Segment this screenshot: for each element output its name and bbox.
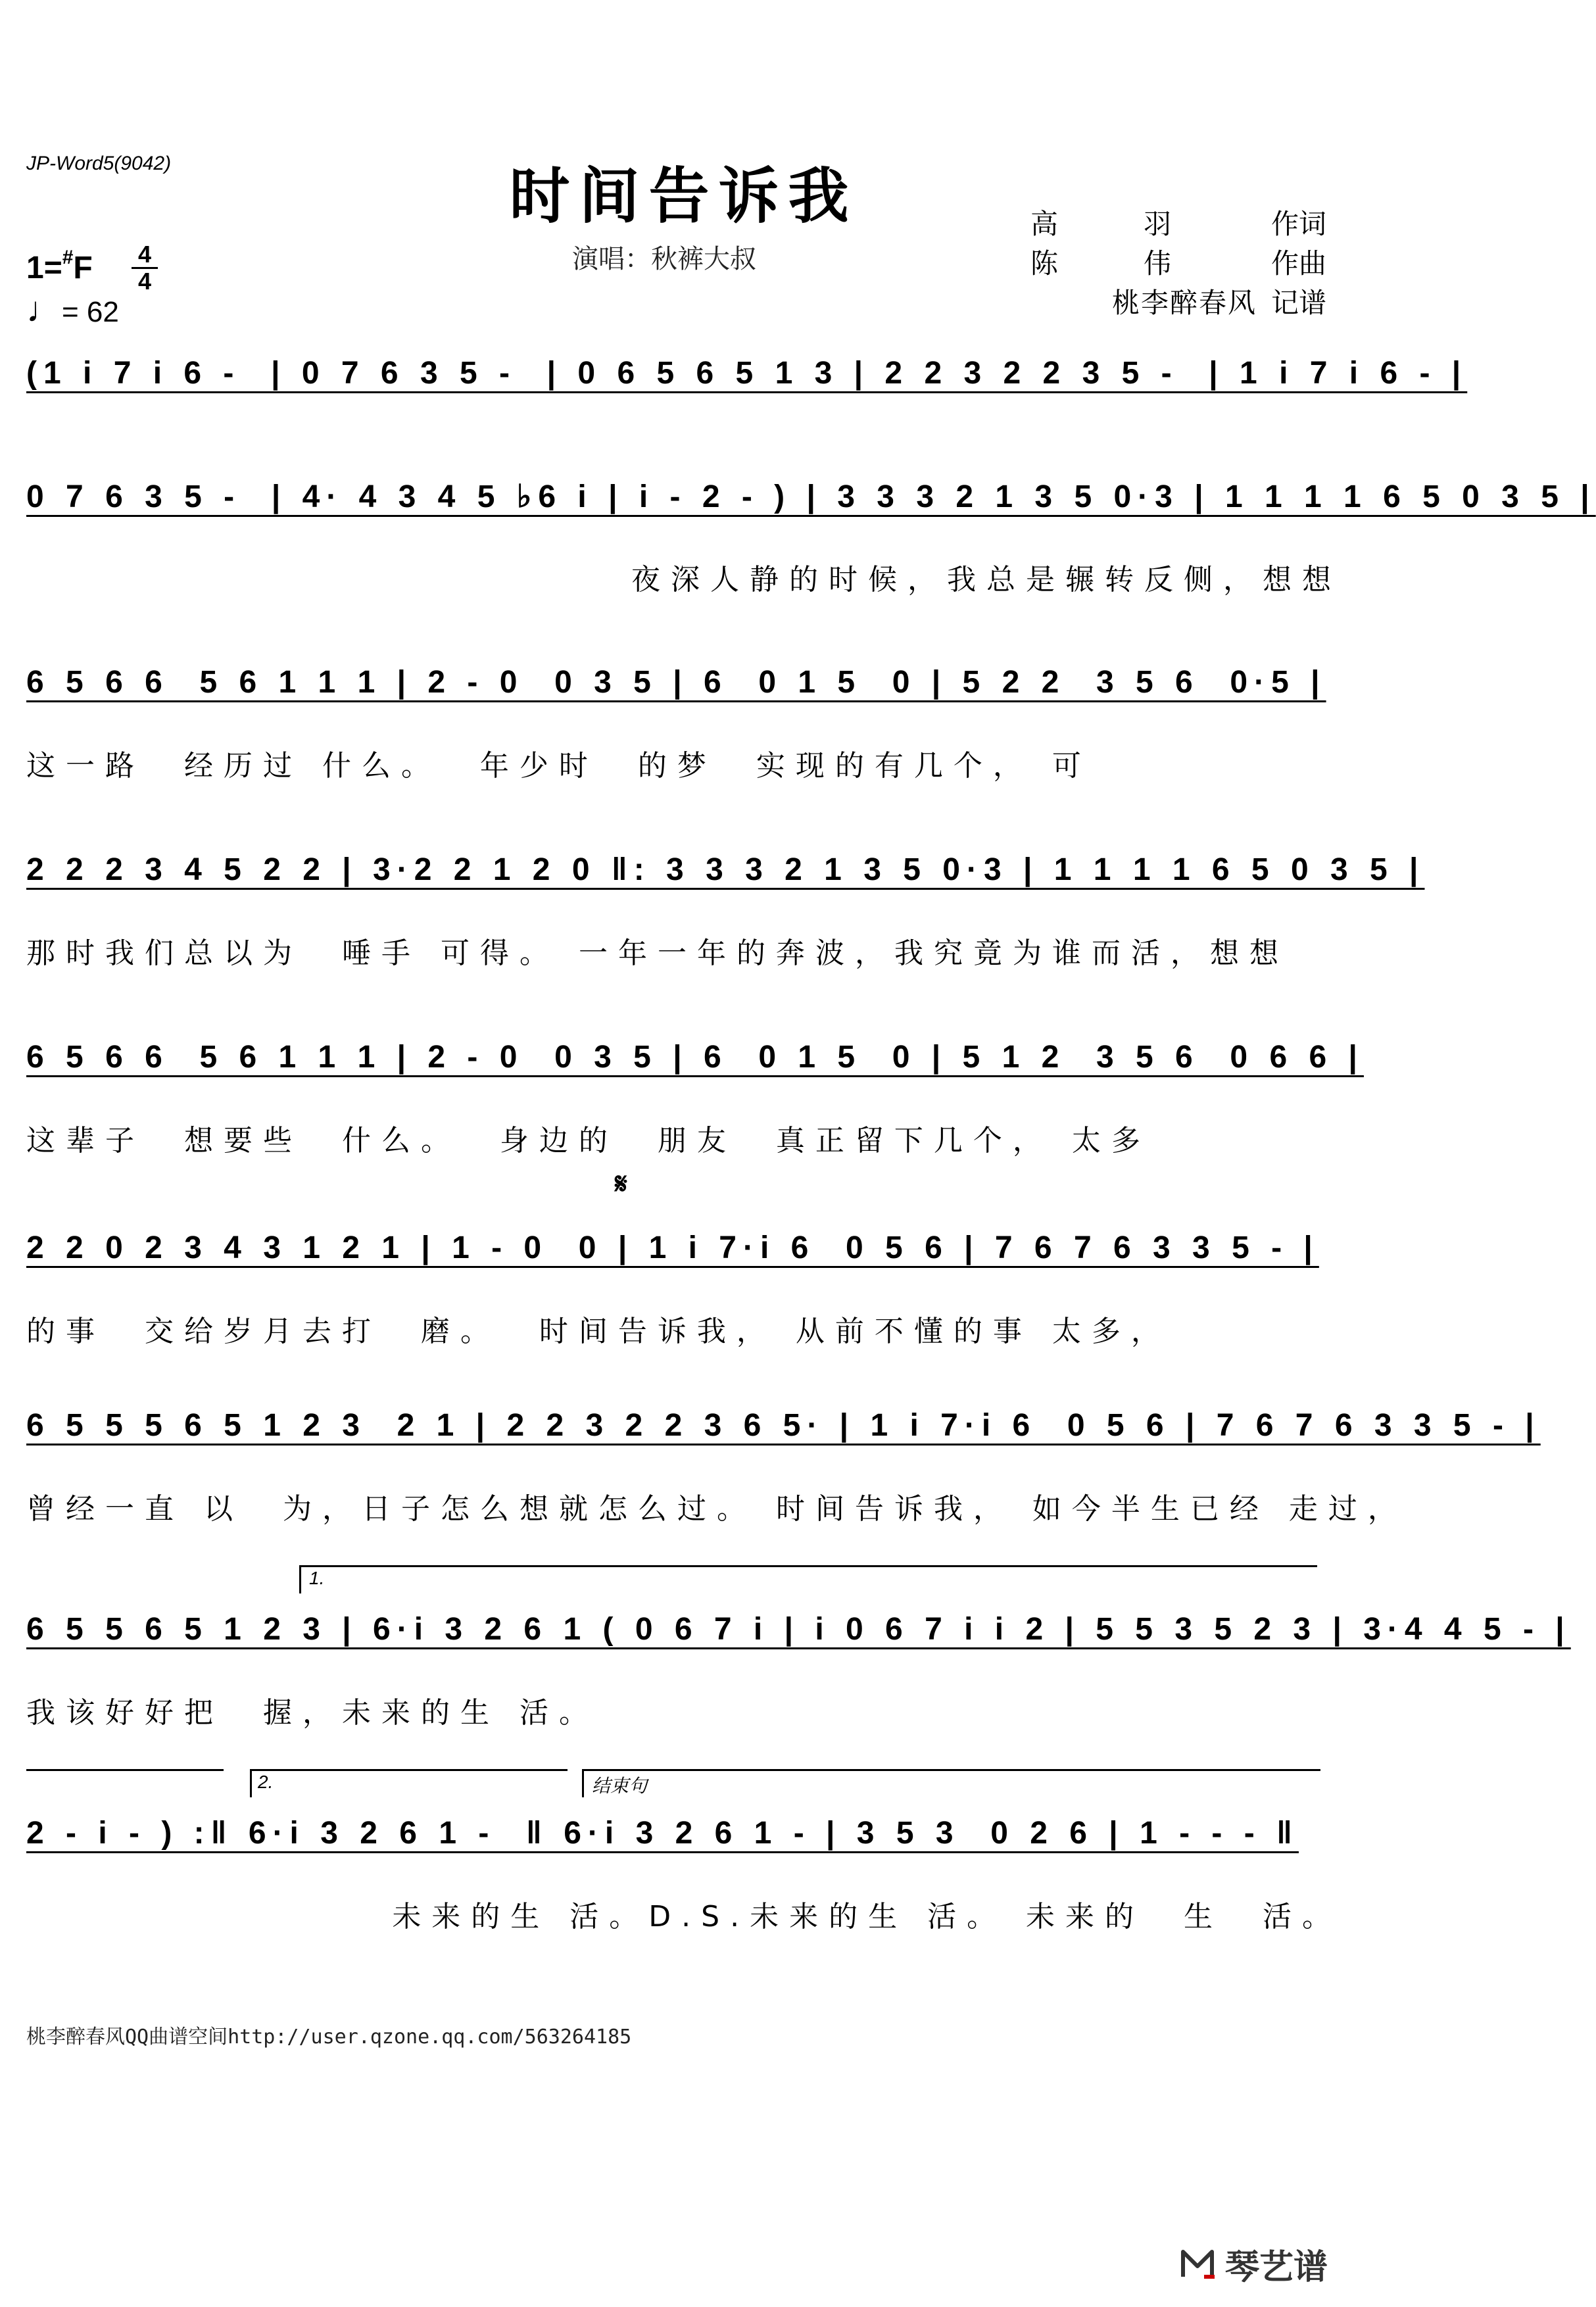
credit-transcriber <box>1112 281 1326 321</box>
watermark <box>1178 2239 1328 2289</box>
credit-name: 桃李醉春风 <box>1111 287 1257 319</box>
score-system-7 <box>26 1407 1541 1539</box>
time-signature <box>132 242 158 294</box>
notation-line: 6 5 5 6 5 1 2 3 | 6·i 3 2 6 1 ( 0 6 7 i | i 0 6 7 i i 2 | 5 5 3 5 2 3 | 3·4 4 5 - | <box>26 1612 1571 1647</box>
lyric-line: 这辈子 想要些 什么。 身边的 朋友 真正留下几个， 太多 <box>26 1124 1151 1157</box>
score-system-8 <box>26 1568 1571 1743</box>
score-system-5 <box>26 1039 1364 1171</box>
software-label: JP-Word5(9042) <box>26 153 172 174</box>
key-prefix: 1= <box>26 251 62 285</box>
second-ending-bracket <box>250 1769 568 1797</box>
credit-role: 记谱 <box>1270 287 1326 319</box>
qinyipu-logo-icon <box>1178 2244 1219 2285</box>
score-system-3 <box>26 664 1342 796</box>
time-numerator: 4 <box>132 242 158 269</box>
first-ending-bracket <box>299 1565 1317 1593</box>
sharp-icon: # <box>62 247 74 268</box>
notation-line: 2 2 2 3 4 5 2 2 | 3·2 2 1 2 0 ‖: 3 3 3 2 1 3 5 0·3 | 1 1 1 1 6 5 0 3 5 | <box>26 852 1425 887</box>
footer-source: 桃李醉春风QQ曲谱空间http://user.qzone.qq.com/563264185 <box>26 2026 632 2049</box>
credit-composer <box>1030 242 1326 281</box>
page-title: 时间告诉我 <box>509 160 858 231</box>
lyric-line: 曾经一直 以 为，日子怎么想就怎么过。 时间告诉我， 如今半生已经 走过， <box>26 1492 1407 1526</box>
coda-bracket <box>582 1769 1320 1797</box>
notation-line: 0 7 6 3 5 - | 4· 4 3 4 5 ♭6 i | i - 2 - ) | 3 3 3 2 1 3 5 0·3 | 1 1 1 1 6 5 0 3 5 | <box>26 479 1596 514</box>
credit-name: 高羽 <box>1030 208 1257 240</box>
quarter-note-icon: ♩ <box>26 290 62 329</box>
lyric-line: 的事 交给岁月去打 磨。 时间告诉我， 从前不懂的事 太多， <box>26 1315 1171 1348</box>
second-ending-label: 2. <box>258 1772 274 1792</box>
performer: 演唱：秋裤大叔 <box>572 244 756 274</box>
lyric-line: 未来的生 活。D.S.未来的生 活。 未来的 生 活。 <box>392 1900 1342 1933</box>
score-system-9 <box>26 1772 1342 1947</box>
ending-continuation-bracket <box>26 1769 224 1797</box>
notation-line: 2 2 0 2 3 4 3 1 2 1 | 1 - 0 0 | 1 i 7·i 6 0 5 6 | 7 6 7 6 3 3 5 - | <box>26 1230 1319 1265</box>
first-ending-label: 1. <box>309 1568 325 1588</box>
credit-name: 陈伟 <box>1030 247 1257 279</box>
lyric-line: 我该好好把 握，未来的生 活。 <box>26 1696 598 1730</box>
notation-line: 2 - i - ) :‖ 6·i 3 2 6 1 - ‖ 6·i 3 2 6 1 - | 3 5 3 0 2 6 | 1 - - - ‖ <box>26 1816 1299 1851</box>
notation-line: 6 5 6 6 5 6 1 1 1 | 2 - 0 0 3 5 | 6 0 1 5 0 | 5 2 2 3 5 6 0·5 | <box>26 665 1326 700</box>
key-letter: F <box>73 251 93 285</box>
time-denominator: 4 <box>137 268 152 295</box>
coda-label: 结束句 <box>592 1776 648 1796</box>
lyric-line: 这一路 经历过 什么。 年少时 的梦 实现的有几个， 可 <box>26 749 1092 783</box>
key-signature <box>26 247 93 286</box>
credit-lyricist <box>1030 203 1326 242</box>
score-system-6 <box>26 1230 1342 1361</box>
notation-line: 6 5 5 5 6 5 1 2 3 2 1 | 2 2 3 2 2 3 6 5· | 1 i 7·i 6 0 5 6 | 7 6 7 6 3 3 5 - | <box>26 1408 1541 1443</box>
watermark-text: 琴艺谱 <box>1224 2248 1328 2287</box>
lyric-line: 夜深人静的时候，我总是辗转反侧，想想 <box>631 563 1342 596</box>
credit-role: 作词 <box>1270 208 1326 240</box>
tempo-marking <box>26 289 119 330</box>
score-system-1 <box>26 355 1468 487</box>
segno-icon: 𝄋 <box>615 1167 627 1201</box>
notation-line: (1 i 7 i 6 - | 0 7 6 3 5 - | 0 6 5 6 5 1 3 | 2 2 3 2 2 3 5 - | 1 i 7 i 6 - | <box>26 356 1468 391</box>
score-system-2 <box>26 478 1596 610</box>
tempo-value: = 62 <box>62 296 119 328</box>
notation-line: 6 5 6 6 5 6 1 1 1 | 2 - 0 0 3 5 | 6 0 1 5 0 | 5 1 2 3 5 6 0 6 6 | <box>26 1040 1364 1075</box>
score-system-4 <box>26 852 1425 983</box>
lyric-line: 那时我们总以为 唾手 可得。 一年一年的奔波，我究竟为谁而活，想想 <box>26 936 1289 970</box>
credit-role: 作曲 <box>1270 247 1326 279</box>
